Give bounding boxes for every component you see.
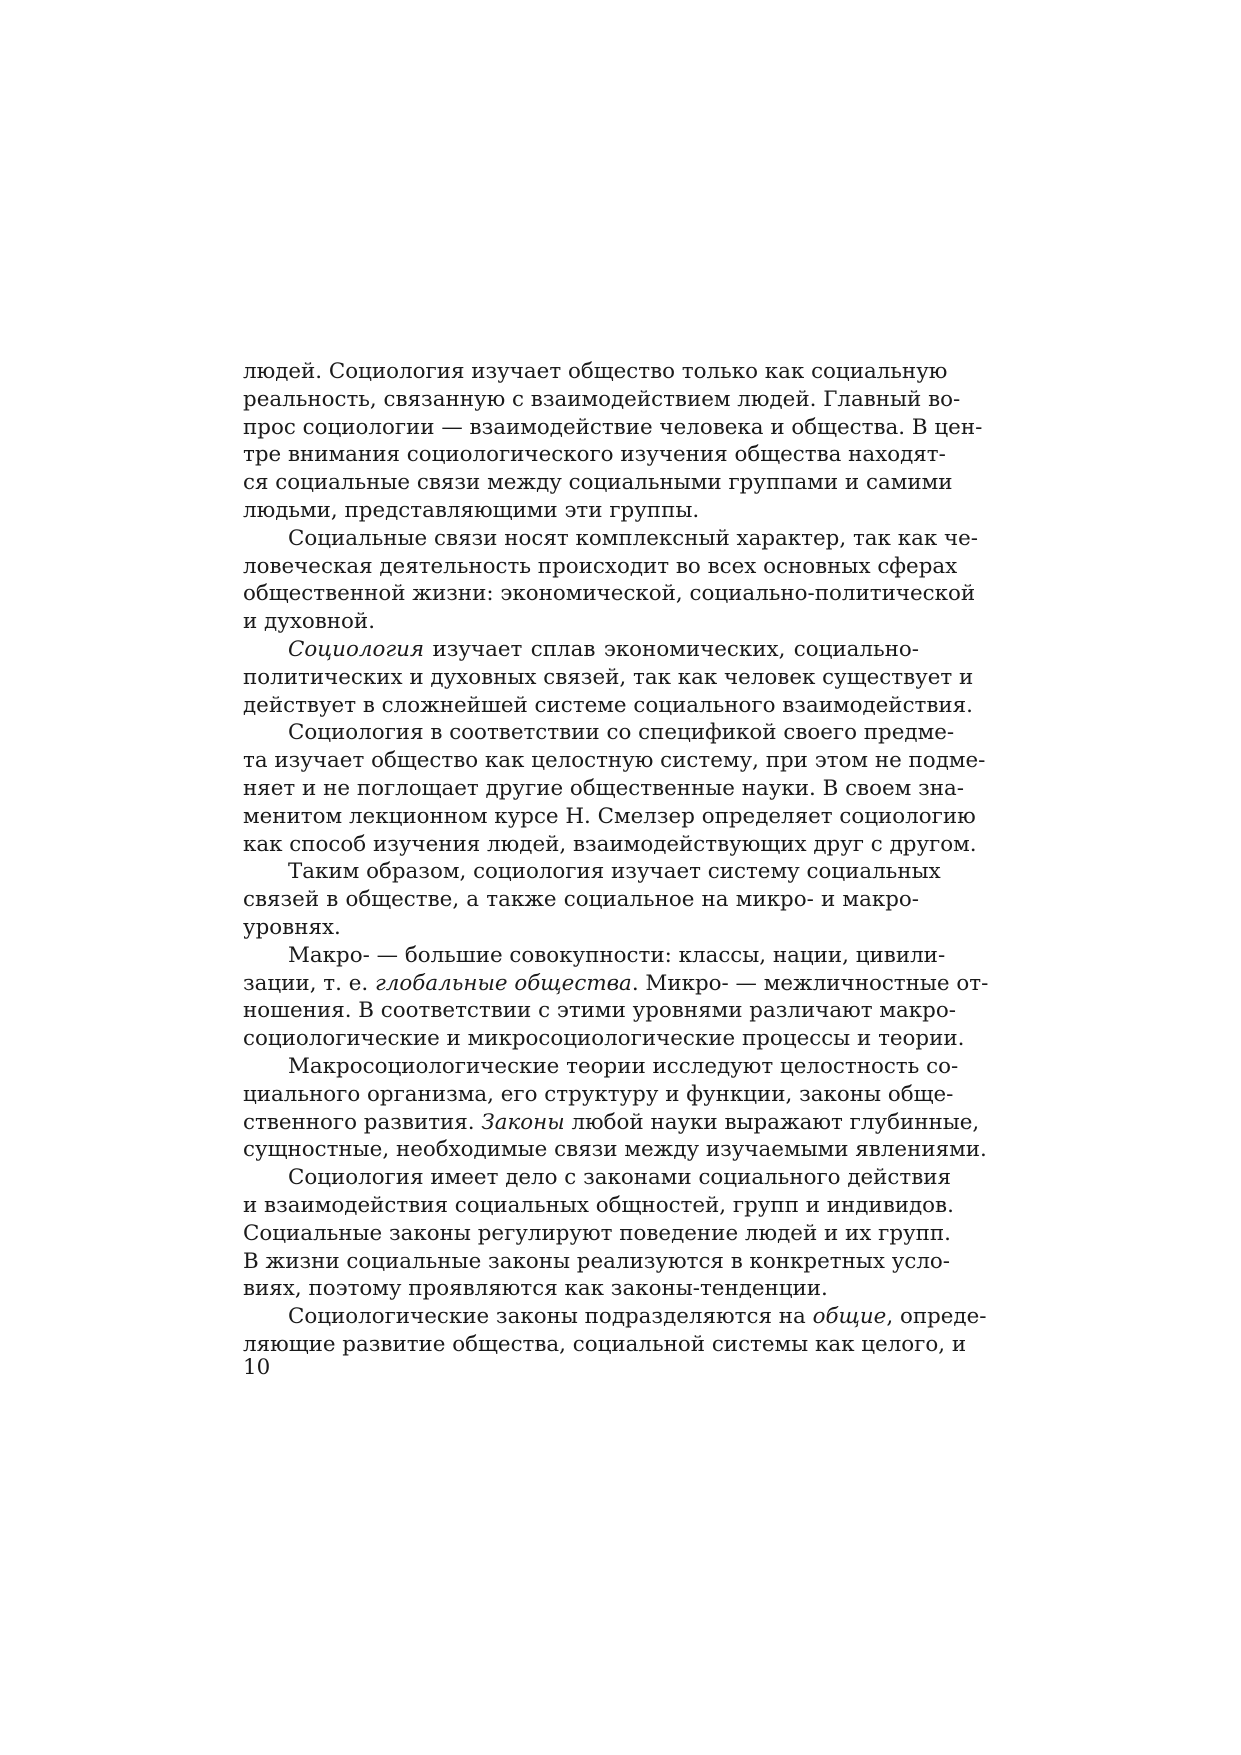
text-line [243,831,977,859]
text-run: та изучает общество как целостную систему, при этом не подме- [243,748,986,774]
text-line [243,386,961,414]
text-line [243,1303,987,1331]
text-line [243,747,986,775]
text-run: Социология в соответствии со спецификой своего предме- [288,720,955,746]
text-line [243,1275,919,1303]
text-run: В жизни социальные законы реализуются в конкретных усло- [243,1248,951,1274]
text-line [243,1192,954,1220]
text-line [243,1248,951,1276]
text-line [243,358,948,386]
text-run: и взаимодействия социальных общностей, групп и индивидов. [243,1192,954,1218]
text-line [243,553,958,581]
body-text [243,358,989,1359]
text-run: Социология имеет дело с законами социального действия [288,1165,952,1191]
text-run: циального организма, его структуру и функции, законы обще- [243,1081,954,1107]
text-line [243,1136,987,1164]
text-line [243,719,955,747]
text-line [243,914,919,942]
text-run: уровнях. [243,914,341,940]
text-line [243,1053,959,1081]
emphasis-term: глобальные общества [374,970,632,996]
text-run: , опреде- [886,1304,987,1330]
text-run: ловеческая деятельность происходит во всех основных сферах [243,553,958,579]
text-run: любой науки выражают глубинные, [564,1109,980,1135]
text-run: ношения. В соответствии с этими уровнями различают макро- [243,998,956,1024]
text-run: Социальные связи носят комплексный характер, так как че- [288,525,979,551]
text-line [243,997,956,1025]
text-run: Социальные законы регулируют поведение людей и их групп. [243,1220,951,1246]
text-line [243,525,979,553]
emphasis-term: Законы [481,1109,565,1135]
text-run: социологические и микросоциологические процессы и теории. [243,1026,965,1052]
text-line [243,775,964,803]
text-line [243,1331,967,1359]
text-line [243,942,946,970]
emphasis-term: общие [812,1304,887,1330]
page-number: 10 [243,1355,271,1380]
text-run: Таким образом, социология изучает систему социальных [288,859,941,885]
text-run: Макро- — большие совокупности: классы, нации, цивили- [288,942,946,968]
text-line [243,886,919,914]
text-run: зации, т. е. [243,970,375,996]
text-run: связей в обществе, а также социальное на микро- и макро- [243,887,919,913]
text-run: . Микро- — межличностные от- [631,970,989,996]
text-line [243,608,919,636]
text-line [243,1081,954,1109]
text-run: людьми, представляющими эти группы. [243,497,700,523]
text-line [243,1025,965,1053]
text-line [243,1220,951,1248]
text-line [243,692,973,720]
text-line [243,970,989,998]
text-run: реальность, связанную с взаимодействием людей. Главный во- [243,386,961,412]
text-run: Социологические законы подразделяются на [288,1304,813,1330]
text-run: прос социологии — взаимодействие человека и общества. В цен- [243,414,983,440]
text-run: тре внимания социологического изучения общества находят- [243,442,946,468]
text-line [243,803,976,831]
text-run: общественной жизни: экономической, социально-политической [243,581,976,607]
text-run: сущностные, необходимые связи между изучаемыми явлениями. [243,1137,987,1163]
text-line [243,664,974,692]
text-run: ляющие развитие общества, социальной системы как целого, и [243,1331,967,1357]
text-run: и духовной. [243,609,375,635]
text-run: изучает сплав экономических, социально- [424,636,919,662]
text-run: няет и не поглощает другие общественные науки. В своем зна- [243,775,964,801]
text-run: действует в сложнейшей системе социального взаимодействия. [243,692,973,718]
text-line [243,1164,952,1192]
text-line [243,469,953,497]
text-run: ственного развития. [243,1109,482,1135]
text-line [243,858,941,886]
text-run: менитом лекционном курсе Н. Смелзер определяет социологию [243,803,976,829]
text-line [243,636,919,664]
emphasis-term: Социология [288,636,425,662]
text-run: людей. Социология изучает общество только как социальную [243,359,948,384]
text-line [243,441,946,469]
text-line [243,497,919,525]
text-line [243,1109,980,1137]
text-run: виях, поэтому проявляются как законы-тенденции. [243,1276,828,1302]
text-run: как способ изучения людей, взаимодействующих друг с другом. [243,831,977,857]
text-line [243,580,976,608]
text-line [243,414,983,442]
text-run: ся социальные связи между социальными группами и самими [243,470,953,496]
text-run: Макросоциологические теории исследуют целостность со- [288,1053,959,1079]
text-run: политических и духовных связей, так как человек существует и [243,664,974,690]
